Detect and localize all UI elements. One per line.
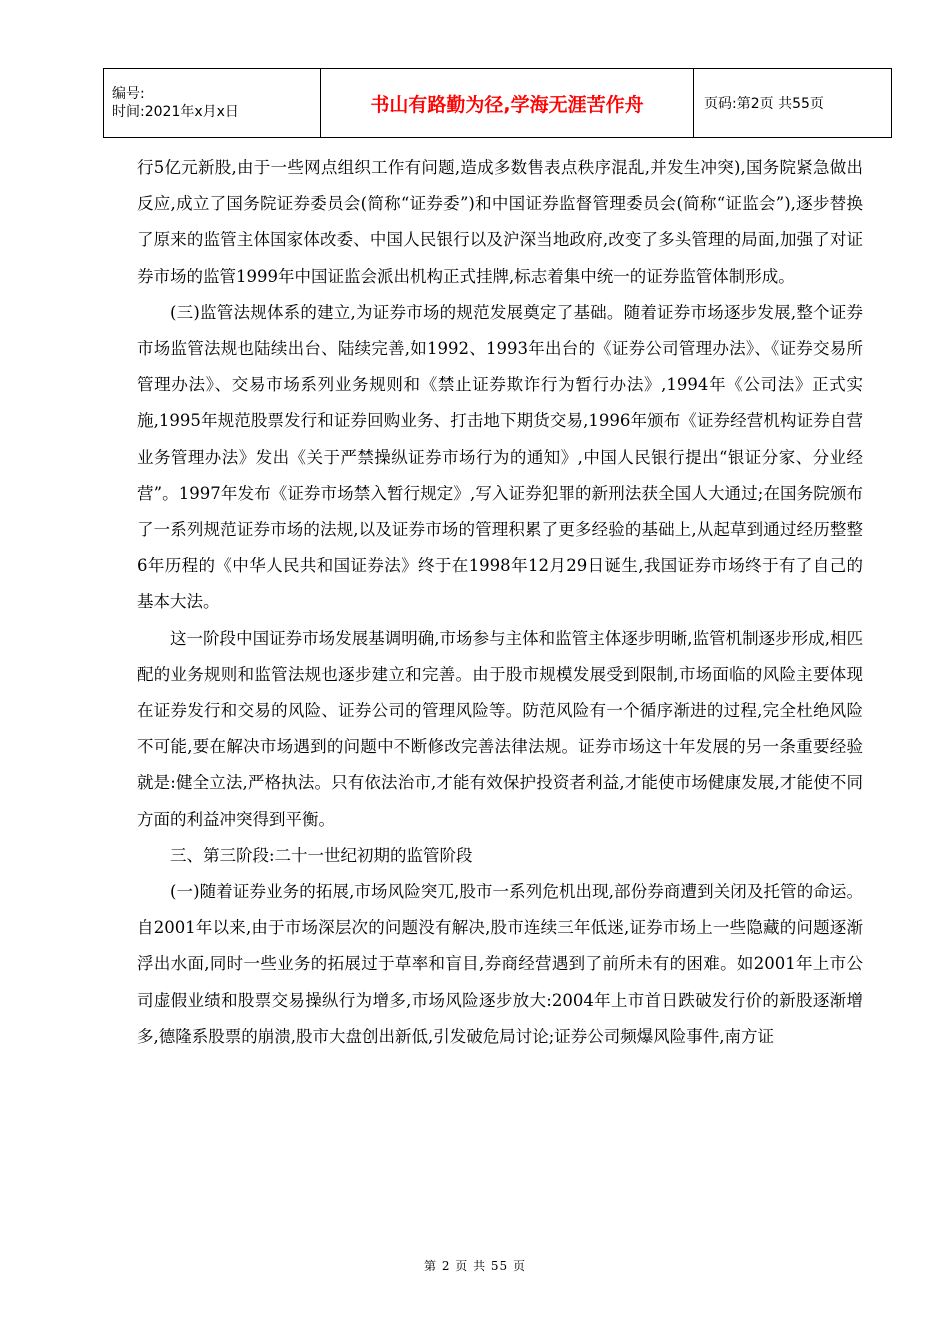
document-body [137,150,863,1055]
paragraph: (一)随着证券业务的拓展,市场风险突兀,股市一系列危机出现,部份券商遭到关闭及托管的命运。自2001年以来,由于市场深层次的问题没有解决,股市连续三年低迷,证券市场上一些隐藏的问题逐渐浮出水面,同时一些业务的拓展过于草率和盲目,券商经营遇到了前所未有的困难。如2001年上市公司虚假业绩和股票交易操纵行为增多,市场风险逐步放大:2004年上市首日跌破发行价的新股逐渐增多,德隆系股票的崩溃,股市大盘创出新低,引发破危局讨论;证券公司频爆风险事件,南方证 [137,882,863,1046]
number-label: 编号: [112,86,145,102]
paragraph: (三)监管法规体系的建立,为证券市场的规范发展奠定了基础。随着证券市场逐步发展,整个证券市场监管法规也陆续出台、陆续完善,如1992、1993年出台的《证券公司管理办法》、《证券交易所管理办法》、交易市场系列业务规则和《禁止证券欺诈行为暂行办法》,1994年《公司法》正式实施,1995年规范股票发行和证券回购业务、打击地下期货交易,1996年颁布《证券经营机构证券自营业务管理办法》发出《关于严禁操纵证券市场行为的通知》,中国人民银行提出“银证分家、分业经营”。1997年发布《证券市场禁入暂行规定》,写入证券犯罪的新刑法获全国人大通过;在国务院颁布了一系列规范证券市场的法规,以及证券市场的管理积累了更多经验的基础上,从起草到通过经历整整6年历程的《中华人民共和国证券法》终于在1998年12月29日诞生,我国证券市场终于有了自己的基本大法。 [137,302,863,612]
time-label: 时间:2021年x月x日 [112,104,239,120]
document-header [103,68,892,138]
page-footer: 第 2 页 共 55 页 [424,1259,526,1273]
header-meta [104,69,321,138]
section-heading: 三、第三阶段:二十一世纪初期的监管阶段 [170,845,473,865]
paragraph: 行5亿元新股,由于一些网点组织工作有问题,造成多数售表点秩序混乱,并发生冲突),国务院紧急做出反应,成立了国务院证券委员会(简称“证券委”)和中国证券监督管理委员会(简称“证监会”),逐步替换了原来的监管主体国家体改委、中国人民银行以及沪深当地政府,改变了多头管理的局面,加强了对证券市场的监管1999年中国证监会派出机构正式挂牌,标志着集中统一的证券监管体制形成。 [137,158,863,286]
paragraph: 这一阶段中国证券市场发展基调明确,市场参与主体和监管主体逐步明晰,监管机制逐步形成,相匹配的业务规则和监管法规也逐步建立和完善。由于股市规模发展受到限制,市场面临的风险主要体现在证券发行和交易的风险、证券公司的管理风险等。防范风险有一个循序渐进的过程,完全杜绝风险不可能,要在解决市场遇到的问题中不断修改完善法律法规。证券市场这十年发展的另一条重要经验就是:健全立法,严格执法。只有依法治市,才能有效保护投资者利益,才能使市场健康发展,才能使不同方面的利益冲突得到平衡。 [137,628,863,829]
header-page-label: 页码:第2页 共55页 [694,69,892,138]
header-motto: 书山有路勤为径,学海无涯苦作舟 [321,69,694,138]
